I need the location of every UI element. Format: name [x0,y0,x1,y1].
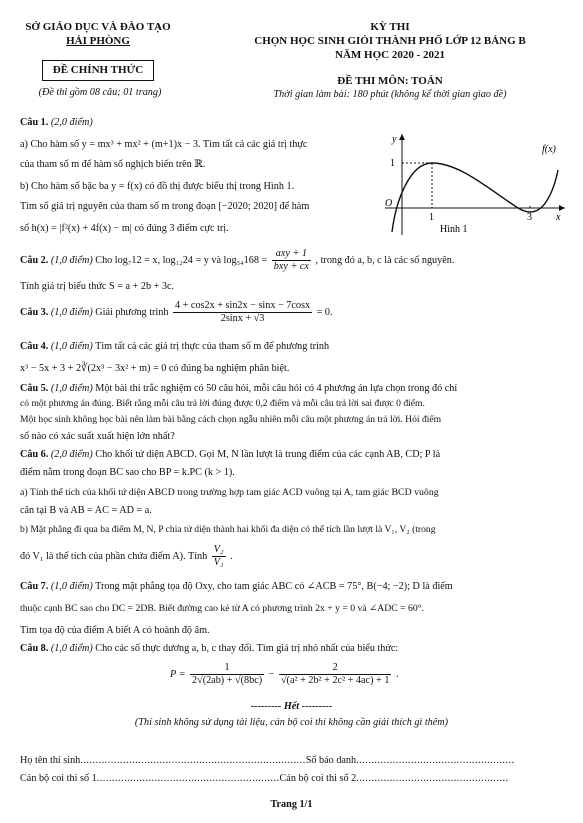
city-name: HẢI PHÒNG [66,35,130,47]
q8-fraction-2 [279,662,391,687]
q6-line2: điểm nằm trong đoạn BC sao cho BP = k.PC (k > 1). [20,467,235,478]
figure-caption: Hình 1 [440,224,468,235]
q4-equation: x³ − 5x + 3 + 2∛(2x³ − 3x² + m) = 0 có đúng ba nghiệm phân biệt. [20,363,290,374]
end-mark: --------- Hết --------- [250,701,333,712]
q4-points: (1,0 điểm) [50,341,93,352]
subject: ĐỀ THI MÔN: TOÁN [337,75,443,87]
q8-line1 [20,642,563,656]
q8-f1-den: 2√(2ab) + √(8bc) [192,675,263,687]
q6-text-1: Cho khối tứ diện ABCD. Gọi M, N lần lượt là trung điểm của các cạnh AB, CD; P là [95,449,441,460]
q6-a2: cân tại B và AB = AC = AD = a. [20,505,152,516]
q7-title: Câu 7. [20,581,49,592]
q8-fraction-1 [190,662,264,687]
q8-end: . [395,669,399,681]
x-tick-1: 1 [429,212,434,223]
q1-a2: của tham số m để hàm số nghịch biến trên ℝ. [20,159,206,170]
q8-minus: − [268,669,275,681]
q2-line2: Tính giá trị biểu thức S = a + 2b + 3c. [20,281,175,292]
q7-line2: thuộc cạnh BC sao cho DC = 2DB. Biết đường cao kẻ từ A có phương trình 2x + y = 0 và ∠ADC = 60°. [20,603,424,614]
q1-b1: b) Cho hàm số bậc ba y = f(x) có đồ thị được biểu thị trong Hình 1. [20,181,295,192]
q1-points: (2,0 điểm) [50,117,93,128]
q5-title: Câu 5. [20,383,49,394]
q1-a1: a) Cho hàm số y = mx³ + mx² + (m+1)x − 3. Tìm tất cả các giá trị thực [20,139,308,150]
figure-1-graph [380,130,570,240]
candidate-number-label: Số báo danh [305,755,357,766]
q8-f1-num: 1 [190,662,264,675]
q2-line1 [20,248,563,273]
q6-title: Câu 6. [20,449,49,460]
q1-title: Câu 1. [20,117,49,128]
q3-numerator: 4 + cos2x + sin2x − sinx − 7cosx [173,300,312,313]
candidate-number-dots: .................................................... [356,755,515,766]
proctor-line [20,772,565,786]
time-note: Thời gian làm bài: 180 phút (không kể thời gian giao đề) [273,89,507,100]
y-label: y [392,134,397,145]
q8-f2-den: √(a² + 2b² + 2c² + 4ac) + 1 [280,675,390,687]
y-axis-arrow [399,134,405,140]
x-axis-arrow [559,205,565,211]
q6-b1: b) Mặt phẳng đi qua ba điểm M, N, P chia tứ diện thành hai khối đa diện có thể tích lần lượt là V₁, V₂ (trong [20,524,436,535]
q7-points: (1,0 điểm) [50,581,93,592]
q7-line1 [20,580,563,594]
q2-title: Câu 2. [20,255,49,267]
q8-text: Cho các số thực dương a, b, c thay đổi. Tìm giá trị nhỏ nhất của biểu thức: [95,643,399,654]
proctor-2-label: Cán bộ coi thi số 2 [279,773,357,784]
q3-text: Giải phương trình [95,307,169,319]
q4-title: Câu 4. [20,341,49,352]
proctor-1-label: Cán bộ coi thi số 1 [20,773,97,784]
origin-label: O [385,198,393,209]
q6-ratio-den: V₁ [213,557,224,569]
q3-denominator: 2sinx + √3 [220,313,265,325]
dept-name: SỞ GIÁO DỤC VÀ ĐÀO TẠO [25,21,171,33]
q2-text-post: , trong đó a, b, c là các số nguyên. [315,255,455,267]
q8-points: (1,0 điểm) [50,643,93,654]
x-tick-3: 3 [527,212,532,223]
footer-note: (Thí sinh không sử dụng tài liệu, cán bộ coi thi không cần giải thích gì thêm) [134,717,449,728]
q5-points: (1,0 điểm) [50,383,93,394]
q6-b2 [20,544,563,569]
q5-line4: số nào có xác suất xuất hiện lớn nhất? [20,431,175,442]
q5-line1 [20,382,563,396]
q6-a1: a) Tính thể tích của khối tứ diện ABCD trong trường hợp tam giác ACD vuông tại A, tam giác BCD vuông [20,487,439,498]
q2-fraction [272,248,311,273]
q3-line [20,300,563,325]
q8-title: Câu 8. [20,643,49,654]
q5-text-1: Một bài thi trắc nghiệm có 50 câu hỏi, mỗi câu hỏi có 4 phương án lựa chọn trong đó chỉ [95,383,458,394]
q3-tail: = 0. [316,307,333,319]
q1-b3: số h(x) = |f²(x) + 4f(x) − m| có đúng 3 điểm cực trị. [20,223,229,234]
candidate-line [20,754,565,768]
proctor-1-dots: ............................................................ [96,773,280,784]
candidate-name-dots: .......................................................................... [80,755,306,766]
q1-b2: Tìm số giá trị nguyên của tham số m trong đoạn [−2020; 2020] để hàm [20,201,310,212]
q3-fraction [173,300,312,325]
school-year: NĂM HỌC 2020 - 2021 [335,49,445,61]
f-curve [392,163,558,232]
q8-expression [170,662,399,687]
q8-p: P = [170,669,186,681]
exam-subtitle: CHỌN HỌC SINH GIỎI THÀNH PHỐ LỚP 12 BẢNG B [254,35,526,47]
q2-numerator: axy + 1 [272,248,311,261]
candidate-name-label: Họ tên thí sinh [20,755,81,766]
q2-points: (1,0 điểm) [50,255,93,267]
q6-ratio-num: V₂ [212,544,226,557]
q7-line3: Tìm tọa độ của điểm A biết A có hoành độ âm. [20,625,210,636]
page-number: Trang 1/1 [270,799,313,810]
q3-title: Câu 3. [20,307,49,319]
exam-title: KỲ THI [370,21,410,33]
q2-denominator: bxy + cx [273,261,309,273]
q4-text: Tìm tất cả các giá trị thực của tham số m để phương trình [95,341,330,352]
q6-ratio [212,544,226,569]
q5-line2: có một phương án đúng. Biết rằng mỗi câu trả lời đúng được 0,2 điểm và mỗi câu trả lời sai được 0 điểm. [20,398,425,409]
q1-heading [20,116,563,130]
q6-points: (2,0 điểm) [50,449,93,460]
curve-label: f(x) [542,144,556,155]
q3-points: (1,0 điểm) [50,307,93,319]
pages-note: (Đề thi gồm 08 câu; 01 trang) [38,87,162,98]
q7-text-1: Trong mặt phẳng tọa độ Oxy, cho tam giác ABC có ∠ACB = 75°, B(−4; −2); D là điểm [95,581,453,592]
q6-b2-text: đó V₁ là thể tích của phần chứa điểm A). Tính [20,551,208,563]
proctor-2-dots: .................................................. [356,773,509,784]
q6-line1 [20,448,563,462]
official-stamp: ĐỀ CHÍNH THỨC [42,60,154,81]
q2-text-pre: Cho log₇12 = x, log₁₂24 = y và log₅₄168 = [95,255,268,267]
q4-line1 [20,340,563,354]
x-label: x [556,212,561,223]
q8-f2-num: 2 [279,662,391,675]
y-tick-1: 1 [390,158,395,169]
q6-b2-end: . [230,551,233,563]
q5-line3: Một học sinh không học bài nên làm bài bằng cách chọn ngẫu nhiên mỗi câu một phương án trả lời. Hỏi điểm [20,414,442,425]
